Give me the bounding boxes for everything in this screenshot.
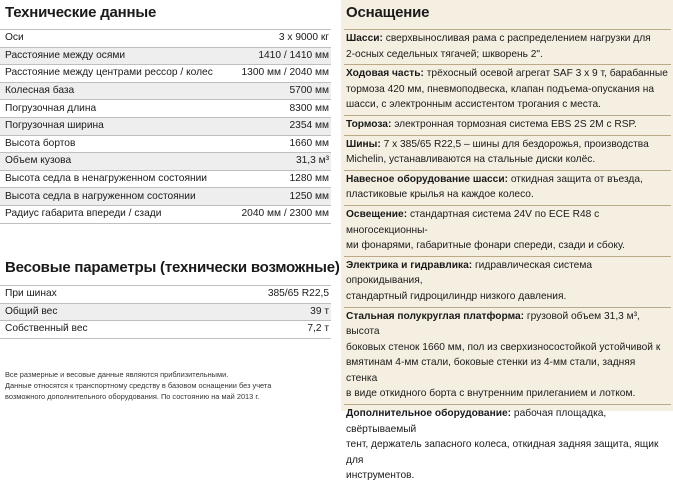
equipment-item-text: откидная защита от въезда, пластиковые крылья на каждое колесо. [346, 173, 643, 201]
right-column [341, 0, 673, 482]
table-row [0, 117, 331, 135]
row-label: Высота седла в ненагруженном состоянии [0, 170, 230, 188]
row-value: 39 т [189, 303, 331, 321]
specs-table [0, 29, 331, 224]
row-label: Погрузочная длина [0, 100, 230, 118]
row-label: Колесная база [0, 82, 230, 100]
row-label: Собственный вес [0, 321, 189, 339]
row-value: 1280 мм [230, 170, 331, 188]
row-value: 2354 мм [230, 117, 331, 135]
row-label: Высота седла в нагруженном состоянии [0, 188, 230, 206]
row-label: Объем кузова [0, 153, 230, 171]
row-value: 5700 мм [230, 82, 331, 100]
equipment-item-label: Шасси: [346, 33, 383, 44]
equipment-item-text: гидравлическая система опрокидывания, стандартный гидроцилиндр низкого давления. [346, 259, 592, 302]
footnote-line: возможного дополнительного оборудования. По состоянию на май 2013 г. [5, 392, 260, 401]
equipment-item-text: сверхвыносливая рама с распределением нагрузки для 2-осных седельных тягачей; шкворень 2". [346, 33, 651, 60]
table-row [0, 65, 331, 83]
equipment-item-text: стандартная система 24V по ECE R48 с многосекционны- ми фонарями, габаритные фонари спереди, сзади и сбоку. [346, 208, 625, 252]
equipment-list [344, 29, 671, 486]
weights-title: Весовые параметры (технически возможные) [5, 259, 340, 276]
equipment-item-text: трёхосный осевой агрегат SAF 3 x 9 т, барабанные тормоза 420 мм, пневмоподвеска, клапан подъема-опускания на шасси, с электронным ассистентом трогания с места. [346, 68, 668, 111]
row-label: Общий вес [0, 303, 189, 321]
equipment-item [344, 29, 671, 64]
footnote-line: Данные относятся к транспортному средству в базовом оснащении без учета [5, 381, 272, 390]
row-value: 31,3 м³ [230, 153, 331, 171]
table-row [0, 30, 331, 48]
equipment-item [344, 170, 671, 205]
row-label: При шинах [0, 286, 189, 304]
footnote [5, 369, 331, 402]
row-value: 2040 мм / 2300 мм [230, 205, 331, 223]
equipment-item-label: Стальная полукруглая платформа: [346, 310, 525, 322]
row-value: 1300 мм / 2040 мм [230, 65, 331, 83]
equipment-item-text: грузовой объем 31,3 м³, высота боковых стенок 1660 мм, пол из сверхизносостойкой устойчивой к вмятинам 4-мм стали, боковые стенки из 4-мм стали, задняя стенка в виде откидного борта с внутренним прилеганием и лотком. [346, 310, 661, 400]
row-value: 385/65 R22,5 [189, 286, 331, 304]
equipment-item [344, 64, 671, 115]
equipment-item-text: электронная тормозная система EBS 2S 2M с RSP. [391, 118, 637, 130]
equipment-item-label: Дополнительное оборудование: [346, 408, 512, 420]
equipment-item-label: Освещение: [346, 208, 408, 220]
row-value: 7,2 т [189, 321, 331, 339]
equipment-item-label: Навесное оборудование шасси: [346, 173, 508, 185]
table-row [0, 153, 331, 171]
row-value: 1660 мм [230, 135, 331, 153]
row-label: Радиус габарита впереди / сзади [0, 205, 230, 223]
equipment-item-label: Электрика и гидравлика: [346, 259, 473, 271]
table-row [0, 205, 331, 223]
row-value: 8300 мм [230, 100, 331, 118]
equipment-item-label: Ходовая часть: [346, 68, 424, 80]
equipment-item-text: рабочая площадка, свёртываемый тент, держатель запасного колеса, откидная задняя защита, ящик для инструментов. [346, 408, 659, 482]
equipment-item [344, 404, 671, 486]
equipment-item [344, 256, 671, 307]
equipment-item-label: Тормоза: [346, 118, 392, 130]
row-label: Погрузочная ширина [0, 117, 230, 135]
table-row [0, 286, 331, 304]
equipment-item [344, 115, 671, 135]
row-value: 1410 / 1410 мм [230, 47, 331, 65]
table-row [0, 303, 331, 321]
table-row [0, 82, 331, 100]
equipment-title: Оснащение [346, 4, 430, 21]
table-row [0, 47, 331, 65]
table-row [0, 188, 331, 206]
table-row [0, 135, 331, 153]
left-column [0, 0, 340, 411]
row-label: Расстояние между осями [0, 47, 230, 65]
table-row [0, 170, 331, 188]
equipment-item-text: 7 x 385/65 R22,5 – шины для бездорожья, производства Michelin, устанавливаются на стальные диски колёс. [346, 138, 649, 166]
table-row [0, 321, 331, 339]
equipment-item [344, 307, 671, 405]
table-row [0, 100, 331, 118]
row-label: Расстояние между центрами рессор / колес [0, 65, 230, 83]
specs-title: Технические данные [5, 4, 157, 21]
equipment-item [344, 135, 671, 170]
equipment-item-label: Шины: [346, 138, 381, 150]
weights-table [0, 285, 331, 339]
row-label: Высота бортов [0, 135, 230, 153]
row-value: 1250 мм [230, 188, 331, 206]
row-label: Оси [0, 30, 230, 48]
row-value: 3 x 9000 кг [230, 30, 331, 48]
footnote-line: Все размерные и весовые данные являются приблизительными. [5, 370, 229, 379]
equipment-item [344, 205, 671, 256]
